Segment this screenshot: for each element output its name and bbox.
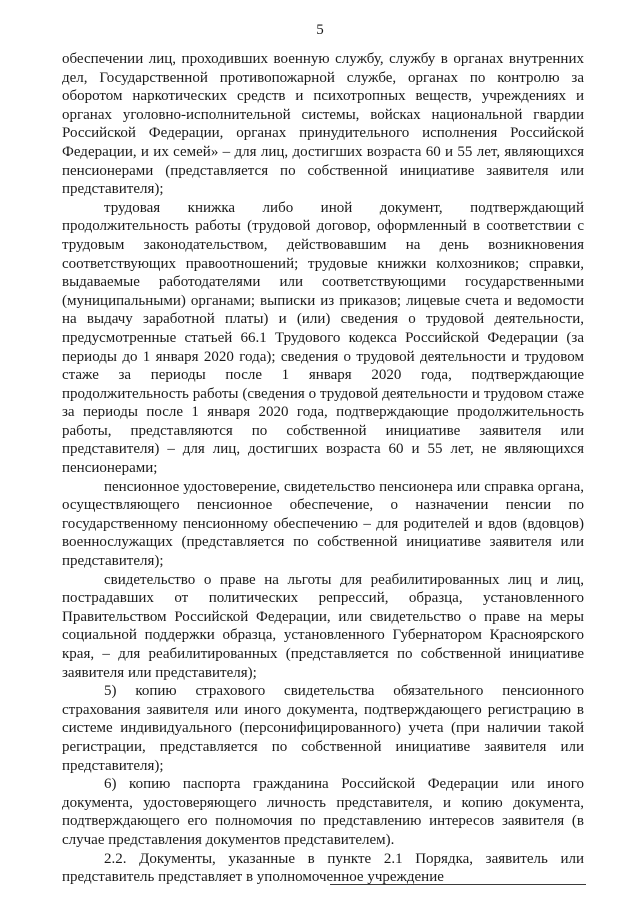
document-body bbox=[62, 50, 584, 887]
paragraph-pension-certificate: пенсионное удостоверение, свидетельство пенсионера или справка органа, осуществляющего пенсионное обеспечение, о назначении пенсии по государственному пенсионному обеспечению – для родителей и вдов (вдовцов) военнослужащих (представляется по собственной инициативе заявителя или представителя); bbox=[62, 478, 584, 570]
footer-divider bbox=[330, 884, 586, 885]
paragraph-item-5-insurance: 5) копию страхового свидетельства обязательного пенсионного страхования заявителя или иного документа, подтверждающего регистрацию в системе индивидуального (персонифицированного) учета (при наличии такой регистрации, представляется по собственной инициативе заявителя или представителя); bbox=[62, 683, 584, 774]
paragraph-section-2-2: 2.2. Документы, указанные в пункте 2.1 Порядка, заявитель или представитель представляет в уполномоченное учреждение bbox=[62, 850, 584, 886]
page-number: 5 bbox=[316, 22, 324, 38]
paragraph-benefits-veterans: обеспечении лиц, проходивших военную службу, службу в органах внутренних дел, Государственной противопожарной службе, органах по контролю за оборотом наркотических средств и психотропных веществ, учреждениях и органах уголовно-исполнительной системы, войсках национальной гвардии Российской Федерации, органах принудительного исполнения Российской Федерации, и их семей» – для лиц, достигших возраста 60 и 55 лет, являющихся пенсионерами (представляется по собственной инициативе заявителя или представителя); bbox=[62, 51, 584, 198]
paragraph-rehabilitated-certificate: свидетельство о праве на льготы для реабилитированных лиц и лиц, пострадавших от политических репрессий, образца, установленного Правительством Российской Федерации, или свидетельство о праве на меры социальной поддержки образца, установленного Губернатором Красноярского края, – для реабилитированных (представляется по собственной инициативе заявителя или представителя); bbox=[62, 571, 584, 681]
paragraph-employment-record: трудовая книжка либо иной документ, подтверждающий продолжительность работы (трудовой договор, оформленный в соответствии с трудовым законодательством, действовавшим на день возникновения соответствующих правоотношений; трудовые книжки колхозников; справки, выдаваемые работодателями или соответствующими государственными (муниципальными) органами; выписки из приказов; лицевые счета и ведомости на выдачу заработной платы) и (или) сведения о трудовой деятельности, предусмотренные статьей 66.1 Трудового кодекса Российской Федерации (за периоды до 1 января 2020 года); сведения о трудовой деятельности и трудовом стаже за периоды после 1 января 2020 года, подтверждающие продолжительность работы (сведения о трудовой деятельности и трудовом стаже за периоды после 1 января 2020 года, подтверждающие продолжительность работы, представляются по собственной инициативе заявителя или представителя) – для лиц, достигших возраста 60 и 55 лет, не являющихся пенсионерами; bbox=[62, 199, 584, 477]
paragraph-item-6-passport: 6) копию паспорта гражданина Российской Федерации или иного документа, удостоверяющего личность представителя, и копию документа, подтверждающего его полномочия по представлению интересов заявителя (в случае представления документов представителем). bbox=[62, 776, 584, 848]
